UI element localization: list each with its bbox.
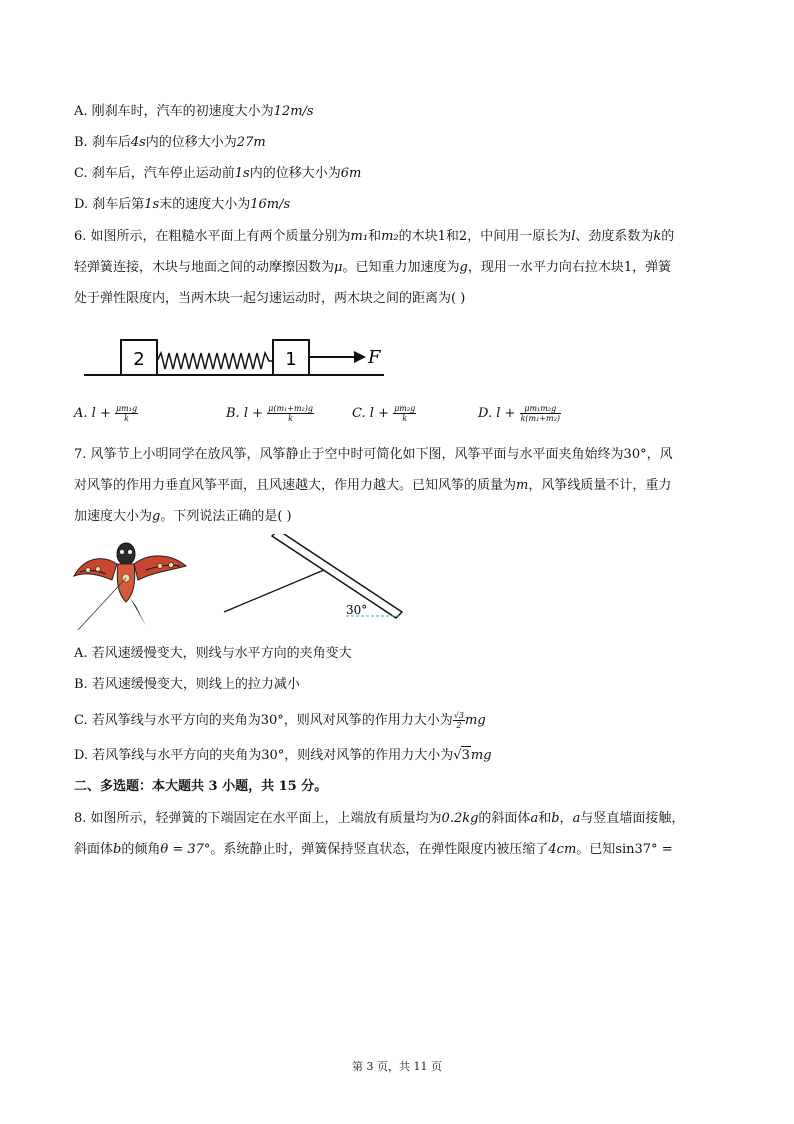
q6-g: g [459,260,468,275]
q7-option-a [74,645,352,663]
q5-option-b [74,134,266,152]
q6-opt-d-den: k(m₁+m₂) [520,414,560,423]
q5-option-d-math: 16m/s [250,197,291,212]
q8-text: 。系统静止时，弹簧保持竖直状态，在弹性限度内被压缩了 [210,842,549,857]
angle-label: 30° [346,603,368,617]
q8-text: ， [559,811,573,826]
q6-line-2 [74,259,671,277]
q6-line-3 [74,290,465,308]
q6-opt-b-den: k [288,414,294,423]
q7-g: g [152,509,161,524]
q7-option-a-text: A. 若风速缓慢变大，则线与水平方向的夹角变大 [74,646,352,661]
q7-text: 加速度大小为 [74,509,153,524]
q7-m: m [516,478,529,493]
q7-option-d-text2: ，则线对风筝的作用力大小为 [284,748,454,763]
force-label: F [368,347,381,368]
q7-text: 。下列说法正确的是( ) [160,509,292,524]
section-heading: 二、多选题：本大题共 3 小题，共 15 分。 [74,779,328,794]
q7-option-d [74,746,492,765]
q8-text: 的倾角 [121,842,161,857]
q5-option-b-text: B. 刹车后 [74,135,131,150]
q6-m2: m₂ [381,229,399,244]
q5-option-d-time: 1s [144,197,160,212]
q7-option-c [74,711,486,730]
q6-k: k [653,229,662,244]
q7-option-c-frac [453,711,465,730]
q5-option-c-math: 6m [340,166,362,181]
q6-text: 处于弹性限度内，当两木块一起匀速运动时，两木块之间的距离为( ) [74,291,466,306]
q7-option-c-num: √3 [453,711,464,720]
q5-option-b-math: 27m [236,135,266,150]
q5-option-d-text2: 末的速度大小为 [159,197,251,212]
q8-mass: 0.2kg [441,811,479,826]
q7-option-c-den: 2 [456,721,462,730]
q6-text: 的 [661,229,675,244]
q6-m1: m₁ [350,229,369,244]
q6-line-1 [74,228,674,246]
q6-option-d [478,404,561,423]
q7-text: 对风筝的作用力垂直风筝平面，且风速越大，作用力越大。已知风筝的质量为 [74,478,517,493]
q7-option-b [74,676,300,694]
q6-option-b [226,404,314,423]
q7-option-c-angle: 30° [260,713,284,728]
q5-option-a-math: 12m/s [273,104,314,119]
q8-sin: sin37° = [615,842,673,857]
q6-opt-d-pre: D. l + [478,406,516,421]
q6-mu: μ [334,260,343,275]
q7-option-d-root: 3 [461,748,470,763]
q8-a: a [530,811,539,826]
q6-option-a [74,404,138,423]
q6-opt-c-num: μm₂g [394,404,416,413]
q5-option-c-text: C. 刹车后，汽车停止运动前 [74,166,235,181]
q8-text: 和 [538,811,552,826]
q5-option-d-text: D. 刹车后第 [74,197,145,212]
sqrt-icon: √ [453,748,462,763]
q5-option-c-time: 1s [234,166,250,181]
q7-option-b-text: B. 若风速缓慢变大，则线上的拉力减小 [74,677,300,692]
q7-figure [220,534,410,624]
block-1-label: 1 [285,349,297,370]
q8-compression: 4cm [548,842,577,857]
q6-text: ，现用一水平力向右拉木块1，弹簧 [467,260,672,275]
q8-text: 。已知 [576,842,616,857]
q6-opt-c-frac [393,404,416,423]
q5-option-d [74,196,290,214]
q7-option-c-mg: mg [465,713,486,728]
q5-option-a-text: A. 刚刹车时，汽车的初速度大小为 [74,104,274,119]
q5-option-b-text2: 内的位移大小为 [145,135,237,150]
q8-text: 斜面体 [74,842,114,857]
q6-opt-c-den: k [402,414,408,423]
spring [157,353,273,369]
q7-option-d-text: D. 若风筝线与水平方向的夹角为 [74,748,262,763]
force-arrow-head [354,351,366,363]
q6-opt-d-num: μm₁m₂g [520,404,561,414]
q7-text: ，风 [646,447,673,462]
q7-option-d-angle: 30° [261,748,285,763]
q5-option-c-text2: 内的位移大小为 [249,166,341,181]
q6-opt-a-pre: A. l + [74,406,111,421]
q7-line-1 [74,446,673,464]
q7-line-2 [74,477,671,495]
q7-text: 7. 风筝节上小明同学在放风筝，风筝静止于空中时可简化如下图，风筝平面与水平面夹角始终为 [74,447,624,462]
q5-option-b-time: 4s [130,135,146,150]
kite-string [224,570,324,612]
q6-opt-a-num: μm₁g [115,404,138,413]
q8-b: b [113,842,122,857]
q6-text: 6. 如图所示，在粗糙水平面上有两个质量分别为 [74,229,351,244]
q8-text: 8. 如图所示，轻弹簧的下端固定在水平面上，上端放有质量均为 [74,811,442,826]
q5-option-c [74,165,361,183]
q8-line-2 [74,841,673,859]
q8-theta: θ = 37° [160,842,211,857]
q8-a: a [572,811,581,826]
kite-plane [272,534,402,618]
q6-and: 和 [368,229,382,244]
q8-text: 的斜面体 [478,811,531,826]
q8-line-1 [74,810,684,828]
q6-text: 、劲度系数为 [575,229,654,244]
q6-opt-d-frac [520,404,561,423]
q7-option-c-text2: ，则风对风筝的作用力大小为 [283,713,453,728]
q7-option-d-mg: mg [470,748,492,763]
q6-option-c [352,404,416,423]
q6-opt-c-pre: C. l + [352,406,389,421]
q6-opt-b-num: μ(m₁+m₂)g [268,404,314,413]
q6-figure [84,335,384,383]
q6-opt-a-frac [115,404,138,423]
q6-opt-b-pre: B. l + [226,406,264,421]
kite-illustration [72,536,190,630]
q7-angle: 30° [623,447,647,462]
q7-line-3 [74,508,292,526]
q6-text: 的木块1和2，中间用一原长为 [398,229,572,244]
q7-text: ，风筝线质量不计，重力 [528,478,672,493]
q6-opt-b-frac [267,404,314,423]
q6-text: 。已知重力加速度为 [342,260,460,275]
q7-option-c-text: C. 若风筝线与水平方向的夹角为 [74,713,261,728]
q8-b: b [551,811,560,826]
q6-text: 轻弹簧连接，木块与地面之间的动摩擦因数为 [74,260,335,275]
page-footer: 第 3 页，共 11 页 [352,1060,442,1073]
q5-option-a [74,103,314,121]
block-2-label: 2 [133,349,145,370]
q6-opt-a-den: k [124,414,129,423]
q6-l: l [571,229,576,244]
q8-text: 与竖直墙面接触， [580,811,685,826]
